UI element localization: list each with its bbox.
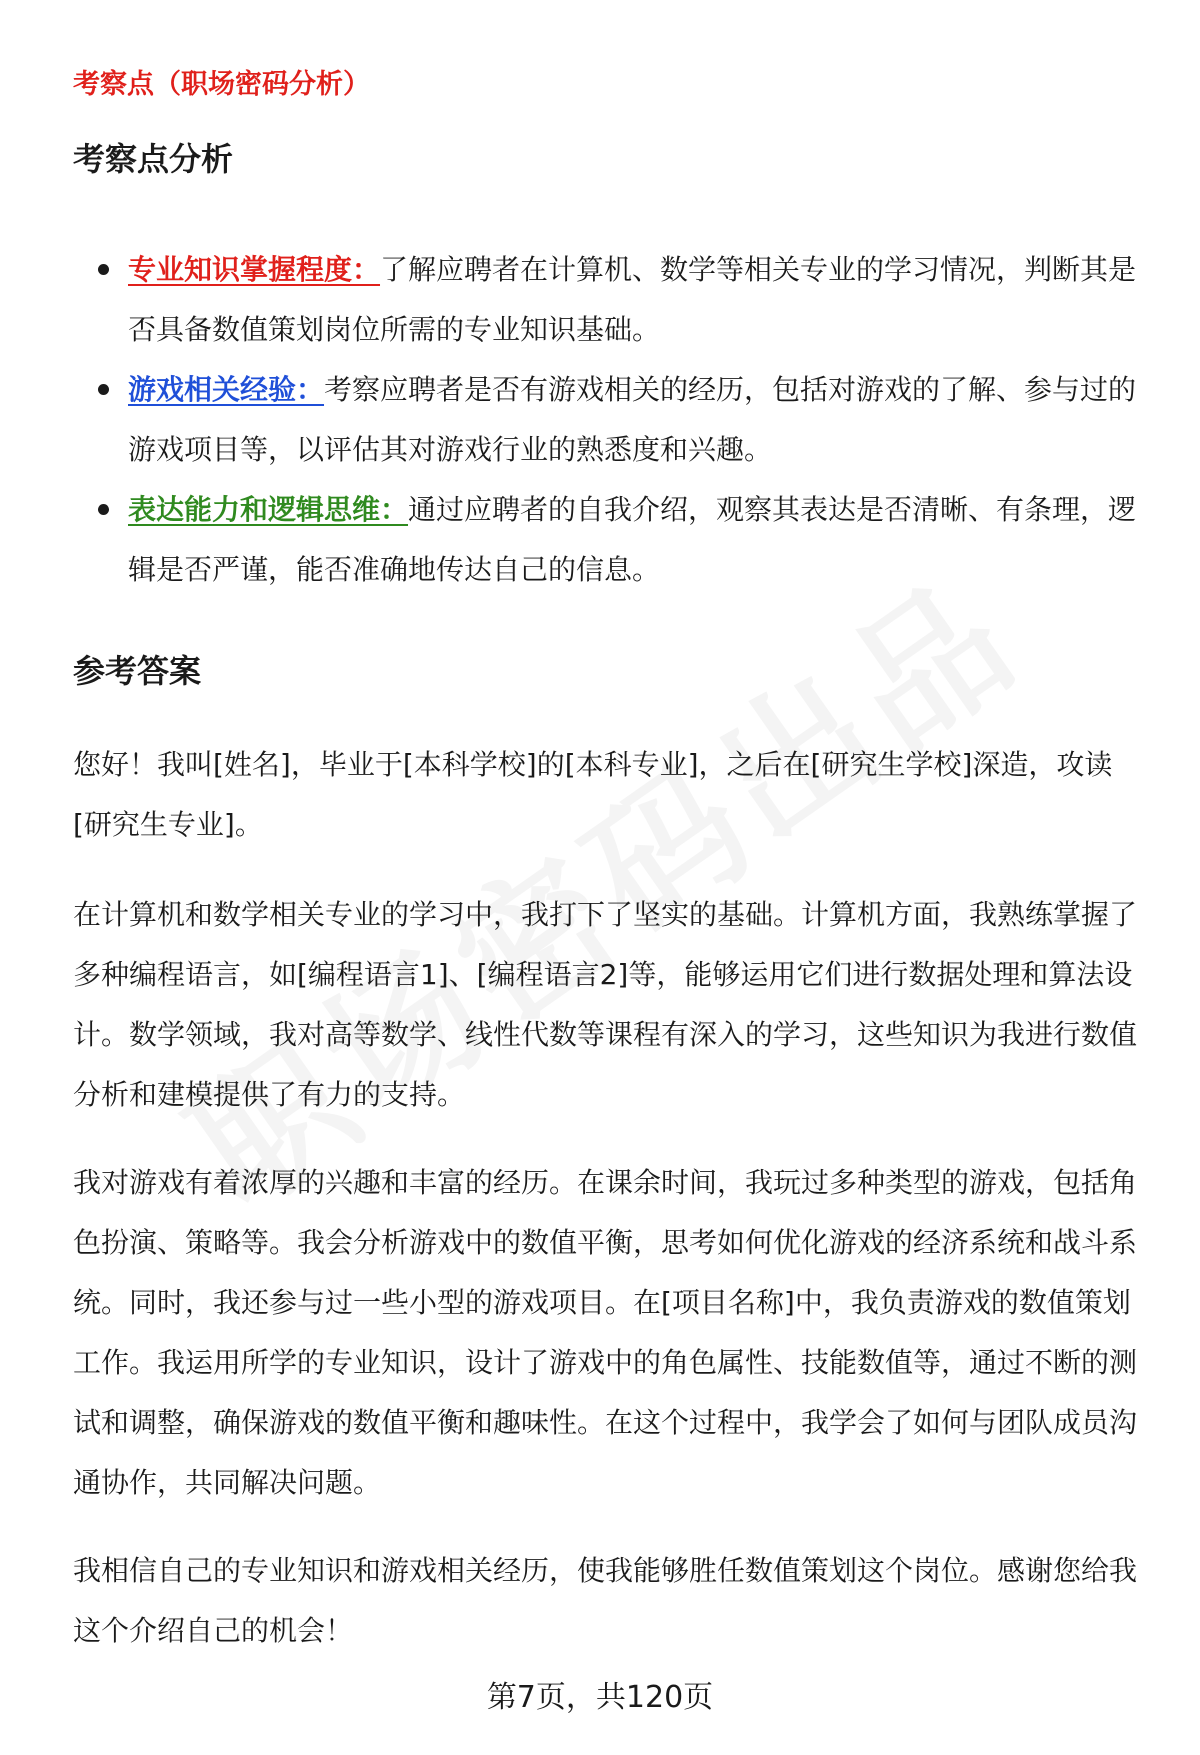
- analysis-item-knowledge: [73, 240, 1143, 360]
- analysis-term: 表达能力和逻辑思维：: [128, 493, 409, 526]
- bullet-dot-icon: [98, 264, 109, 275]
- answer-paragraph-intro: 您好！我叫[姓名]，毕业于[本科学校]的[本科专业]，之后在[研究生学校]深造，攻读[研究生专业]。: [73, 748, 1113, 841]
- answer-paragraph-games: 我对游戏有着浓厚的兴趣和丰富的经历。在课余时间，我玩过多种类型的游戏，包括角色扮演、策略等。我会分析游戏中的数值平衡，思考如何优化游戏的经济系统和战斗系统。同时，我还参与过一些小型的游戏项目。在[项目名称]中，我负责游戏的数值策划工作。我运用所学的专业知识，设计了游戏中的角色属性、技能数值等，通过不断的测试和调整，确保游戏的数值平衡和趣味性。在这个过程中，我学会了如何与团队成员沟通协作，共同解决问题。: [73, 1166, 1138, 1499]
- analysis-term: 游戏相关经验：: [128, 373, 325, 406]
- watermark: [143, 519, 1053, 1247]
- answer-heading: 参考答案: [73, 652, 202, 690]
- analysis-list: [73, 240, 1143, 600]
- analysis-text: 考察应聘者是否有游戏相关的经历，包括对游戏的了解、参与过的游戏项目等，以评估其对游戏行业的熟悉度和兴趣。: [128, 373, 1137, 466]
- analysis-item-expression: [73, 480, 1143, 600]
- bullet-dot-icon: [98, 384, 109, 395]
- bullet-dot-icon: [98, 504, 109, 515]
- analysis-heading: 考察点分析: [73, 140, 234, 178]
- answer-paragraph-closing: 我相信自己的专业知识和游戏相关经历，使我能够胜任数值策划这个岗位。感谢您给我这个介绍自己的机会！: [73, 1554, 1138, 1647]
- analysis-term: 专业知识掌握程度：: [128, 253, 381, 286]
- page-indicator: 第7页，共120页: [486, 1680, 714, 1715]
- section-label: 考察点（职场密码分析）: [73, 69, 370, 100]
- analysis-text: 了解应聘者在计算机、数学等相关专业的学习情况，判断其是否具备数值策划岗位所需的专业知识基础。: [128, 253, 1137, 346]
- answer-paragraph-study: 在计算机和数学相关专业的学习中，我打下了坚实的基础。计算机方面，我熟练掌握了多种编程语言，如[编程语言1]、[编程语言2]等，能够运用它们进行数据处理和算法设计。数学领域，我对高等数学、线性代数等课程有深入的学习，这些知识为我进行数值分析和建模提供了有力的支持。: [73, 898, 1138, 1111]
- analysis-item-game-experience: [73, 360, 1143, 480]
- analysis-text: 通过应聘者的自我介绍，观察其表达是否清晰、有条理，逻辑是否严谨，能否准确地传达自己的信息。: [128, 493, 1137, 586]
